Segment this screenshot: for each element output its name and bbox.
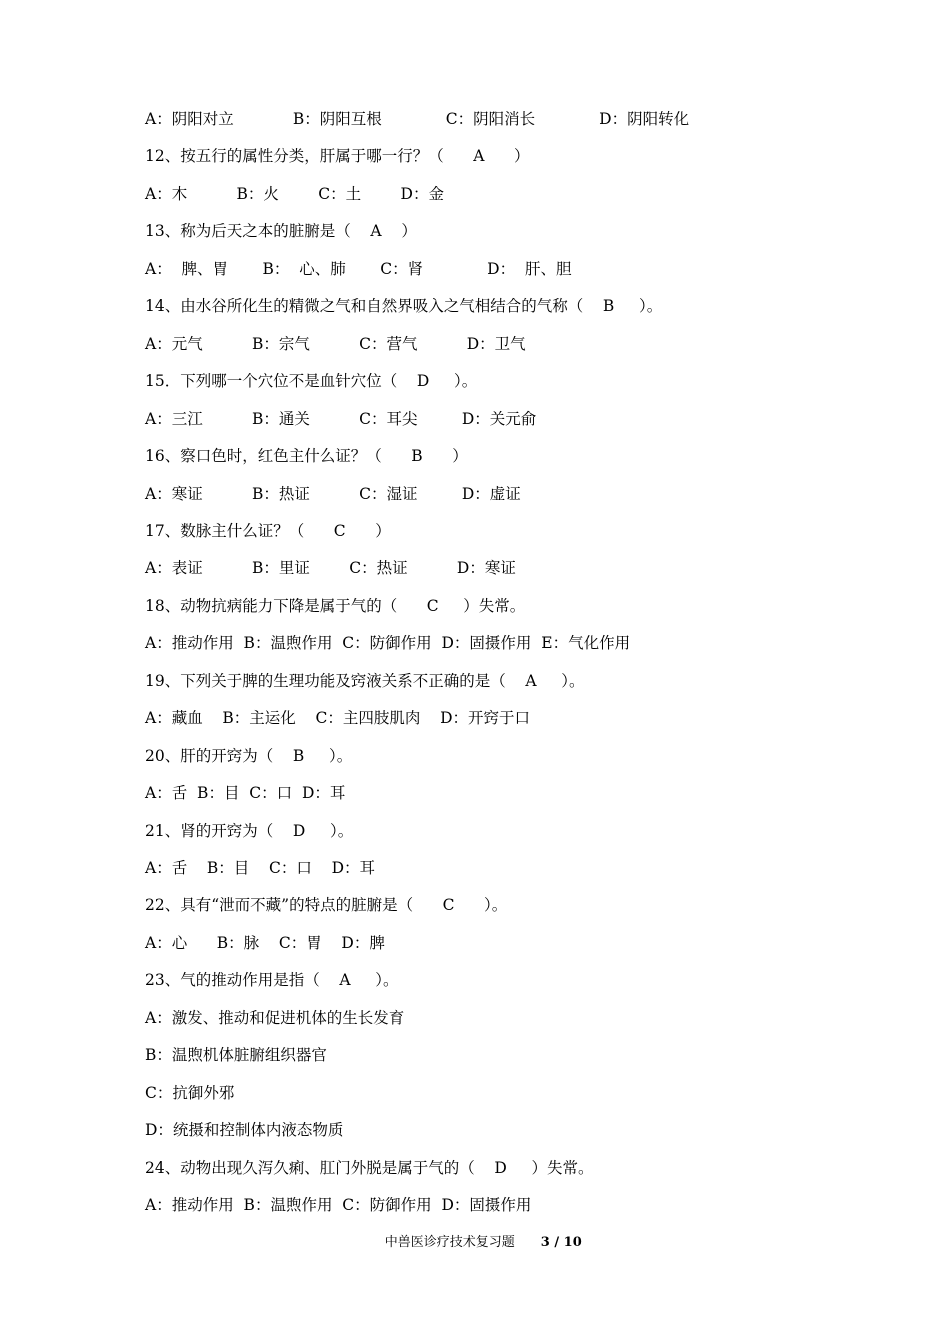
options-line: A：三江 B：通关 C：耳尖 D：关元俞 xyxy=(145,409,537,428)
options-line: A：心 B：脉 C：胃 D：脾 xyxy=(145,933,385,952)
question-line: 15．下列哪一个穴位不是血针穴位（ D ）。 xyxy=(145,372,478,391)
question-line: 21、肾的开窍为（ D ）。 xyxy=(145,821,354,840)
options-line: A：寒证 B：热证 C：湿证 D：虚证 xyxy=(145,484,521,503)
options-line: A：藏血 B：主运化 C：主四肢肌肉 D：开窍于口 xyxy=(145,709,530,728)
question-line: 12、按五行的属性分类，肝属于哪一行？（ A ） xyxy=(145,147,530,166)
question-line: 23、气的推动作用是指（ A ）。 xyxy=(145,971,399,990)
options-line: A：表证 B：里证 C：热证 D：寒证 xyxy=(145,559,516,578)
option-line: D：统摄和控制体内液态物质 xyxy=(145,1121,344,1140)
options-line: A： 脾、胃 B： 心、肺 C：肾 D： 肝、胆 xyxy=(145,259,572,278)
options-line: A：木 B：火 C：土 D：金 xyxy=(145,184,444,203)
footer-title: 中兽医诊疗技术复习题 xyxy=(384,1235,515,1250)
page-number: 3 / 10 xyxy=(540,1235,582,1250)
options-line: A：舌 B：目 C：口 D：耳 xyxy=(145,859,375,877)
options-line: A：元气 B：宗气 C：营气 D：卫气 xyxy=(145,334,526,353)
question-line: 20、肝的开窍为（ B ）。 xyxy=(145,746,353,765)
question-line: 19、下列关于脾的生理功能及窍液关系不正确的是（ A ）。 xyxy=(145,671,585,690)
option-line: C：抗御外邪 xyxy=(145,1083,235,1102)
option-line: B：温煦机体脏腑组织器官 xyxy=(145,1046,327,1065)
question-line: 14、由水谷所化生的精微之气和自然界吸入之气相结合的气称（ B ）。 xyxy=(145,297,663,316)
question-line: 22、具有“泄而不藏”的特点的脏腑是（ C ）。 xyxy=(145,896,508,915)
question-line: 17、数脉主什么证？（ C ） xyxy=(145,521,391,540)
options-line: A：推动作用 B：温煦作用 C：防御作用 D：固摄作用 E：气化作用 xyxy=(145,634,631,653)
option-line: A：激发、推动和促进机体的生长发育 xyxy=(145,1008,405,1027)
question-line: 18、动物抗病能力下降是属于气的（ C ）失常。 xyxy=(145,596,526,615)
options-line: A：推动作用 B：温煦作用 C：防御作用 D：固摄作用 xyxy=(145,1196,532,1215)
question-line: 16、察口色时，红色主什么证？（ B ） xyxy=(145,447,468,466)
question-line: 24、动物出现久泻久痢、肛门外脱是属于气的（ D ）失常。 xyxy=(145,1158,594,1177)
text-line: A：阴阳对立 B：阴阳互根 C：阴阳消长 D：阴阳转化 xyxy=(145,110,690,128)
options-line: A：舌 B：目 C：口 D：耳 xyxy=(145,784,346,803)
page-footer xyxy=(0,1216,950,1270)
question-line: 13、称为后天之本的脏腑是（ A ） xyxy=(145,222,417,241)
